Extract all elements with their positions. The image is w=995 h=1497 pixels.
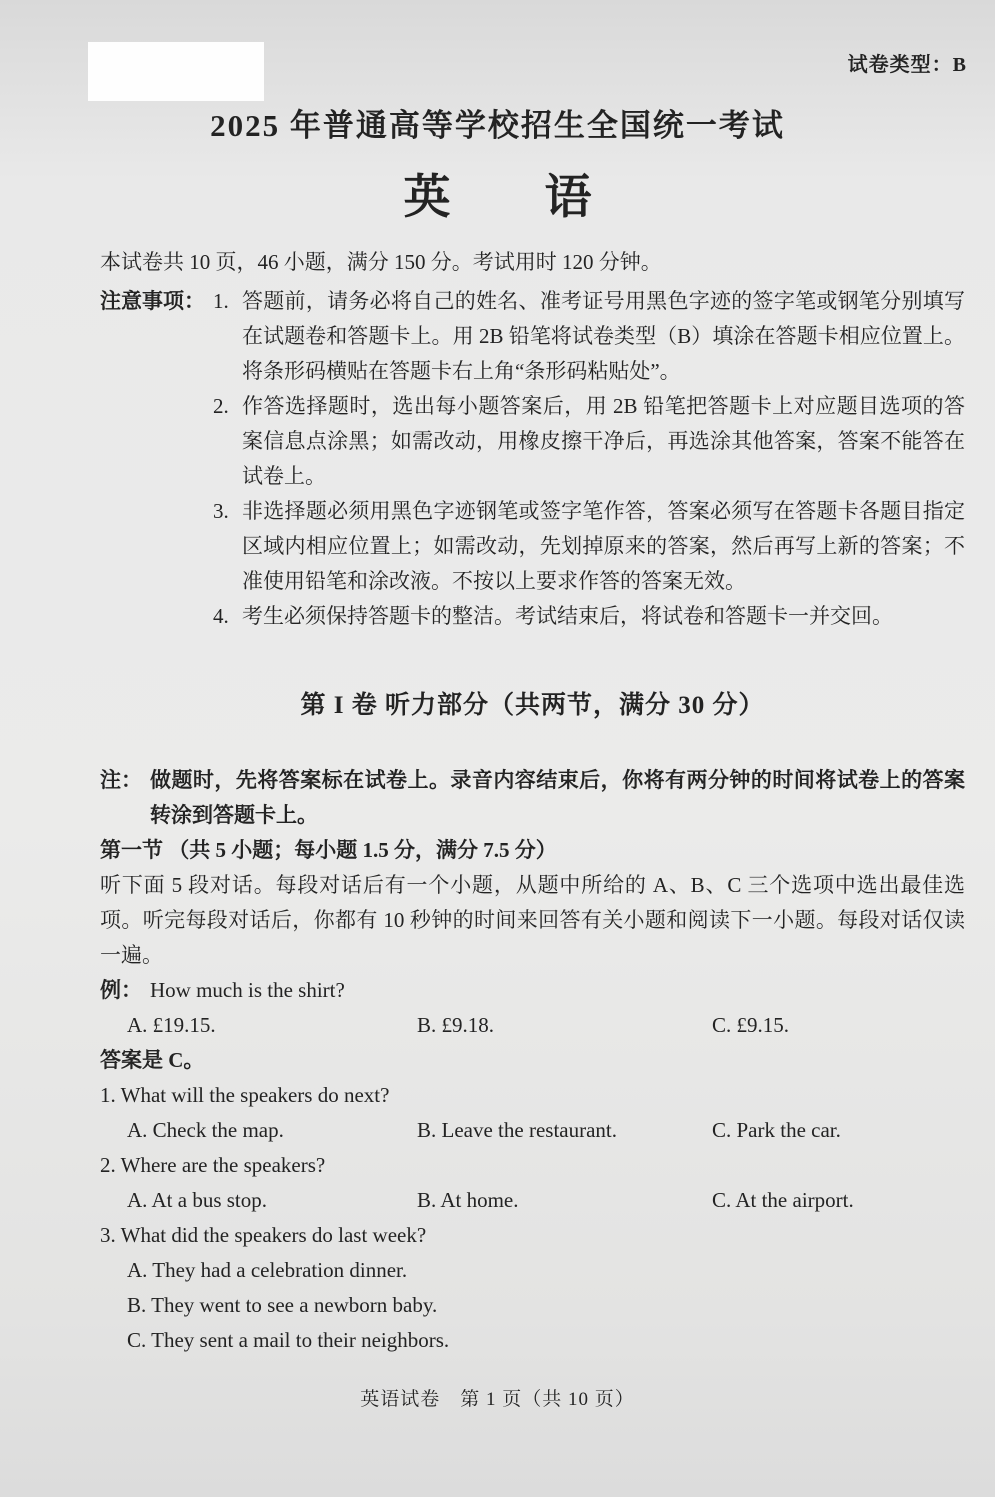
option-a: A. They had a celebration dinner. — [127, 1258, 408, 1282]
option-b: B. At home. — [417, 1188, 519, 1212]
redaction-box — [88, 42, 264, 101]
paper-type-label: 试卷类型：B — [847, 54, 967, 76]
question-text: 1. What will the speakers do next? — [100, 1083, 390, 1107]
option-a: A. Check the map. — [127, 1118, 284, 1142]
notices-label: 注意事项： — [100, 289, 205, 313]
option-a: A. £19.15. — [127, 1013, 216, 1037]
notice-number: 4. — [213, 604, 229, 628]
section1-heading: 第一节 （共 5 小题；每小题 1.5 分，满分 7.5 分） — [100, 838, 557, 862]
option-b: B. They went to see a newborn baby. — [127, 1293, 438, 1317]
question-3-options — [100, 1253, 965, 1358]
notices-list — [213, 284, 965, 634]
notice-number: 1. — [213, 289, 229, 313]
note-label: 注： — [100, 768, 142, 792]
notice-text: 作答选择题时，选出每小题答案后，用 2B 铅笔把答题卡上对应题目选项的答案信息点涂黑；如需改动，用橡皮擦干净后，再选涂其他答案，答案不能答在试卷上。 — [242, 394, 965, 488]
example-question: How much is the shirt? — [150, 978, 345, 1002]
example-answer: 答案是 C。 — [100, 1048, 205, 1072]
subject-title: 英 语 — [403, 172, 592, 224]
page-content — [100, 245, 965, 1358]
exam-title: 2025 年普通高等学校招生全国统一考试 — [210, 108, 785, 143]
notice-number: 2. — [213, 394, 229, 418]
section1-description: 听下面 5 段对话。每段对话后有一个小题，从题中所给的 A、B、C 三个选项中选出最佳选项。听完每段对话后，你都有 10 秒钟的时间来回答有关小题和阅读下一小题。每段对话仅读一遍。 — [100, 873, 965, 967]
question-2 — [100, 1148, 965, 1218]
option-c: C. They sent a mail to their neighbors. — [127, 1328, 450, 1352]
option-a: A. At a bus stop. — [127, 1188, 268, 1212]
question-3 — [100, 1218, 965, 1358]
notice-number: 3. — [213, 499, 229, 523]
question-2-options — [100, 1183, 965, 1218]
notice-item — [213, 389, 965, 494]
question-1 — [100, 1078, 965, 1148]
part1-heading: 第 I 卷 听力部分（共两节，满分 30 分） — [300, 692, 765, 719]
listening-note — [100, 763, 965, 833]
question-text: 3. What did the speakers do last week? — [100, 1223, 427, 1247]
option-c: C. At the airport. — [712, 1188, 854, 1212]
notice-text: 非选择题必须用黑色字迹钢笔或签字笔作答，答案必须写在答题卡各题目指定区域内相应位置上；如需改动，先划掉原来的答案，然后再写上新的答案；不准使用铅笔和涂改液。不按以上要求作答的答案无效。 — [242, 499, 965, 593]
option-b: B. Leave the restaurant. — [417, 1118, 617, 1142]
example-options — [100, 1008, 965, 1043]
intro-summary: 本试卷共 10 页，46 小题，满分 150 分。考试用时 120 分钟。 — [100, 250, 662, 274]
question-1-options — [100, 1113, 965, 1148]
notices-block — [100, 284, 965, 634]
example-question-row — [100, 973, 965, 1008]
note-text: 做题时，先将答案标在试卷上。录音内容结束后，你将有两分钟的时间将试卷上的答案转涂到答题卡上。 — [150, 768, 965, 827]
question-text: 2. Where are the speakers? — [100, 1153, 326, 1177]
notice-item — [213, 494, 965, 599]
page-footer: 英语试卷 第 1 页（共 10 页） — [360, 1389, 635, 1410]
notice-item — [213, 284, 965, 389]
option-c: C. Park the car. — [712, 1118, 841, 1142]
option-b: B. £9.18. — [417, 1013, 495, 1037]
example-label: 例： — [100, 978, 142, 1002]
notice-text: 考生必须保持答题卡的整洁。考试结束后，将试卷和答题卡一并交回。 — [242, 604, 893, 628]
notice-item — [213, 599, 965, 634]
option-c: C. £9.15. — [712, 1013, 790, 1037]
notice-text: 答题前，请务必将自己的姓名、准考证号用黑色字迹的签字笔或钢笔分别填写在试题卷和答题卡上。用 2B 铅笔将试卷类型（B）填涂在答题卡相应位置上。将条形码横贴在答题卡右上角“条形码粘贴处”。 — [242, 289, 965, 383]
